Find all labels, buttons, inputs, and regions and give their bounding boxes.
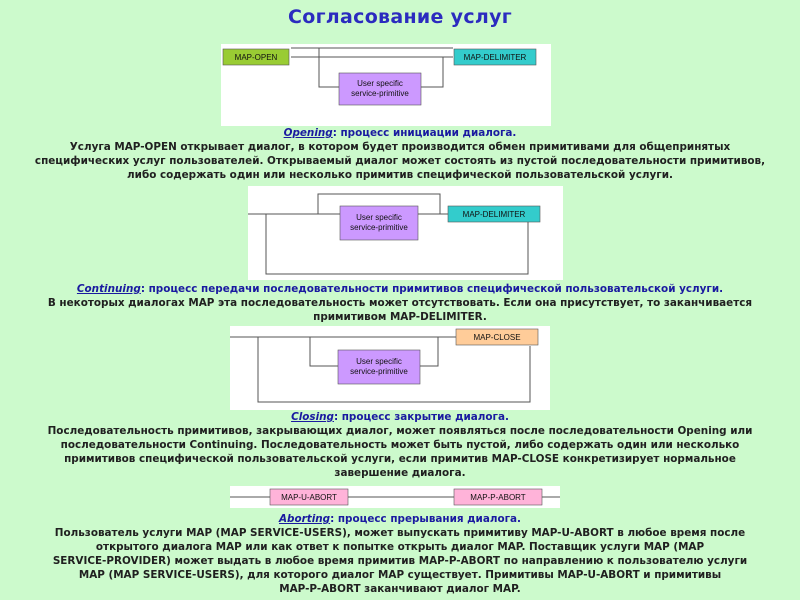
map-p-abort-box bbox=[454, 489, 542, 505]
opening-line: Услуга MAP-OPEN открывает диалог, в котором будет производится обмен примитивами для общепринятых bbox=[69, 141, 731, 154]
map-close-box bbox=[456, 329, 538, 345]
closing-lead-rest: : процесс закрытие диалога. bbox=[333, 411, 509, 423]
map-u-abort-box bbox=[270, 489, 348, 505]
continuing-line: примитивом MAP-DELIMITER. bbox=[313, 311, 487, 324]
continuing-section bbox=[0, 282, 800, 324]
map-delimiter-box bbox=[448, 206, 540, 222]
map-delimiter-label: MAP-DELIMITER bbox=[463, 53, 527, 62]
aborting-line: Пользователь услуги MAP (MAP SERVICE-USERS), может выпускать примитиву MAP-U-ABORT в любое время после bbox=[54, 527, 746, 540]
closing-line: последовательности Continuing. Последовательность может быть пустой, либо содержать один или несколько bbox=[60, 439, 740, 452]
opening-line: специфических услуг пользователей. Открываемый диалог может состоять из пустой последовательности примитивов, bbox=[34, 155, 766, 168]
closing-line: завершение диалога. bbox=[334, 467, 466, 480]
continuing-diagram bbox=[248, 186, 563, 280]
user-primitive-box bbox=[339, 73, 421, 105]
aborting-heading bbox=[0, 512, 800, 526]
aborting-line: открытого диалога MAP или как ответ к попытке открыть диалог MAP. Поставщик услуги MAP (MAP bbox=[95, 541, 705, 554]
opening-section bbox=[0, 126, 800, 182]
aborting-lead: Aborting bbox=[279, 513, 331, 525]
aborting-line: SERVICE-PROVIDER) может выдать в любое время примитив MAP-P-ABORT по направлению к пользователю услуги bbox=[52, 555, 748, 568]
closing-line: примитивов специфической пользовательской услуги, если примитив MAP-CLOSE конкретизирует нормальное bbox=[64, 453, 736, 466]
map-delimiter-box bbox=[454, 49, 536, 65]
closing-line: Последовательность примитивов, закрывающих диалог, может появляться после последовательности Opening или bbox=[47, 425, 753, 438]
opening-line: либо содержать один или несколько примитив специфической пользовательской услуги. bbox=[127, 169, 673, 182]
opening-diagram bbox=[221, 44, 551, 126]
opening-lead-rest: : процесс инициации диалога. bbox=[332, 127, 517, 139]
aborting-lead-rest: : процесс прерывания диалога. bbox=[330, 513, 521, 525]
closing-section bbox=[0, 410, 800, 480]
map-close-label: MAP-CLOSE bbox=[473, 333, 521, 342]
user-primitive-line1: User specific bbox=[357, 79, 403, 88]
opening-lead: Opening bbox=[283, 127, 333, 139]
user-primitive-line2: service-primitive bbox=[351, 89, 409, 98]
continuing-heading bbox=[0, 282, 800, 296]
opening-heading bbox=[0, 126, 800, 140]
map-open-label: MAP-OPEN bbox=[234, 53, 278, 62]
user-primitive-line1: User specific bbox=[356, 213, 402, 222]
continuing-lead-rest: : процесс передачи последовательности примитивов специфической пользовательской услуги. bbox=[140, 283, 724, 295]
closing-lead: Closing bbox=[291, 411, 334, 423]
user-primitive-line2: service-primitive bbox=[350, 223, 408, 232]
aborting-diagram bbox=[230, 486, 560, 508]
map-p-abort-label: MAP-P-ABORT bbox=[470, 493, 526, 502]
aborting-section bbox=[0, 512, 800, 597]
closing-diagram bbox=[230, 326, 550, 410]
page-title: Согласование услуг bbox=[287, 6, 513, 28]
aborting-line: MAP (MAP SERVICE-USERS), для которого диалог MAP существует. Примитивы MAP-U-ABORT и примитивы bbox=[78, 569, 722, 582]
user-primitive-line2: service-primitive bbox=[350, 367, 408, 376]
aborting-line: MAP-P-ABORT заканчивают диалог MAP. bbox=[279, 583, 521, 596]
closing-heading bbox=[0, 410, 800, 424]
map-delimiter-label: MAP-DELIMITER bbox=[462, 210, 526, 219]
user-primitive-line1: User specific bbox=[356, 357, 402, 366]
user-primitive-box bbox=[340, 206, 418, 240]
continuing-line: В некоторых диалогах MAP эта последовательность может отсутствовать. Если она присутствует, то заканчивается bbox=[47, 297, 753, 310]
user-primitive-box bbox=[338, 350, 420, 384]
map-u-abort-label: MAP-U-ABORT bbox=[281, 493, 337, 502]
continuing-lead: Continuing bbox=[76, 283, 141, 295]
map-open-box bbox=[223, 49, 289, 65]
